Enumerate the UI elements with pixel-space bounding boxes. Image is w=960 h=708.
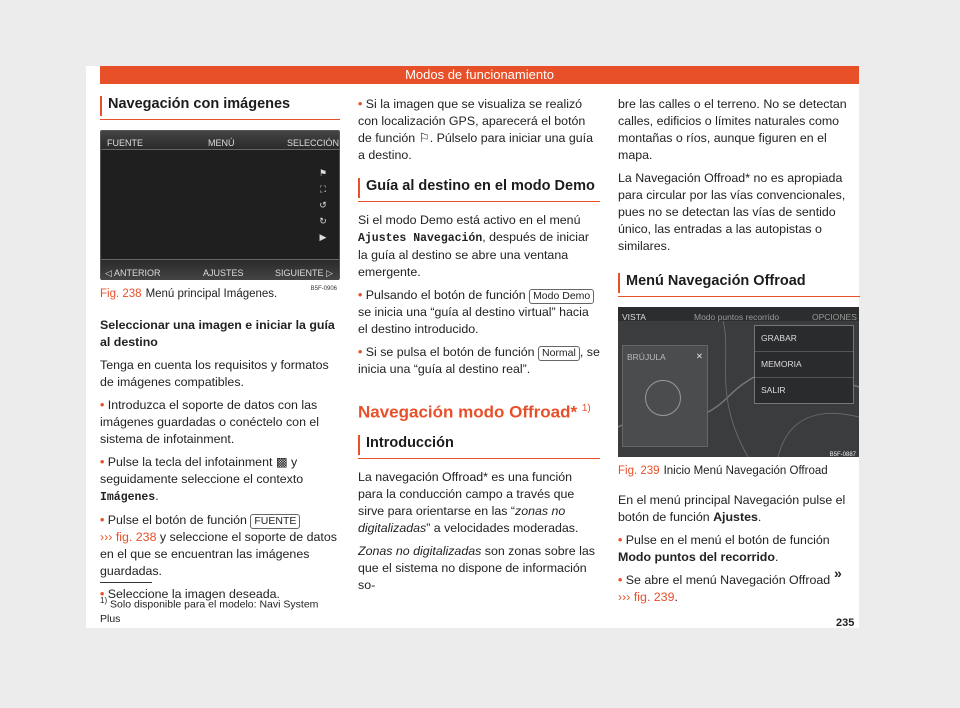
- list-item-text: . Púlselo para iniciar una guía a destino.: [358, 131, 593, 162]
- list-item-text: Pulse en el menú el botón de función: [625, 533, 830, 547]
- screen-topbar: [618, 307, 859, 321]
- rotate-right-icon[interactable]: ↻: [319, 216, 327, 226]
- continue-mark: »: [834, 565, 842, 581]
- list-item-text: , se inicia una “guía al destino real”.: [358, 345, 600, 376]
- chevron-right-icon: ▷: [323, 268, 333, 278]
- list-item: • Pulse la tecla del infotainment ▩ y seguidamente seleccione el contexto Imágenes.: [100, 454, 340, 506]
- screen-bottombar: [101, 259, 339, 280]
- screen-tabbar: [101, 131, 339, 150]
- paragraph-text: son zonas sobre las que el sistema no dispone de información so-: [358, 543, 595, 592]
- paragraph-text: ” a velocidades moderadas.: [426, 520, 579, 535]
- compass-icon: [645, 380, 681, 416]
- section-title-demo: Guía al destino en el modo Demo: [358, 178, 600, 202]
- figure-239-caption: [618, 463, 860, 480]
- play-icon[interactable]: ▶: [319, 232, 327, 242]
- paragraph: [358, 543, 600, 594]
- section-header: Modos de funcionamiento: [100, 66, 859, 84]
- chevron-left-icon: ◁: [105, 268, 114, 278]
- figure-caption-text: Menú principal Imágenes.: [145, 288, 278, 300]
- list-item: [358, 287, 600, 338]
- function-button-label: Modo Demo: [529, 289, 594, 304]
- chapter-title: [358, 400, 600, 421]
- screen-side-icons: [313, 165, 333, 245]
- function-button-label: FUENTE: [250, 514, 300, 529]
- footnote: [100, 594, 340, 626]
- footnote-divider: [100, 582, 152, 583]
- page-number: 235: [836, 617, 855, 629]
- intro-text: Tenga en cuenta los requisitos y formatos de imágenes compatibles.: [100, 358, 329, 389]
- screen-code: B5F-0887: [829, 452, 856, 457]
- tab-options[interactable]: OPCIONES: [812, 312, 857, 322]
- figure-caption-text: Inicio Menú Navegación Offroad: [663, 465, 828, 477]
- paragraph: bre las calles o el terreno. No se detectan calles, edificios o límites naturales como montañas o ríos, aunque figuren en el mapa.: [618, 97, 847, 162]
- offroad-menu-screen: [618, 307, 859, 457]
- compass-label: BRÚJULA: [627, 352, 666, 362]
- tab-waypoint-mode[interactable]: Modo puntos recorrido: [694, 312, 780, 322]
- figure-238-caption: [100, 286, 340, 303]
- paragraph: [358, 469, 600, 537]
- images-menu-screen: [100, 130, 340, 292]
- list-item: [100, 512, 340, 580]
- context-name: Imágenes: [100, 491, 156, 504]
- next-label: SIGUIENTE: [275, 268, 324, 278]
- fullscreen-icon[interactable]: ⛶: [319, 184, 327, 194]
- paragraph-text: En el menú principal Navegación pulse el botón de función: [618, 493, 846, 524]
- paragraph: La Navegación Offroad* no es apropiada para circular por las vías convencionales, pues no se detectan las vías de sentido único, las entradas a las autopistas o similares.: [618, 171, 846, 253]
- tab-selection[interactable]: SELECCIÓN: [287, 138, 340, 148]
- flag-icon[interactable]: ⚑: [318, 168, 328, 178]
- section-title-offroad-menu: Menú Navegación Offroad: [618, 273, 860, 297]
- list-item-text: y seguidamente seleccione el contexto: [100, 455, 304, 486]
- figure-label: Fig. 238: [100, 288, 142, 300]
- chapter-title-text: Navegación modo Offroad*: [358, 402, 578, 422]
- record-menu-item[interactable]: GRABAR: [755, 326, 853, 352]
- footnote-ref[interactable]: 1): [581, 403, 591, 414]
- list-item: [358, 344, 600, 378]
- list-item-text: Si se pulsa el botón de función: [365, 345, 535, 359]
- list-item-text: y seleccione el soporte de datos en el que se encuentran las imágenes guardadas.: [100, 530, 337, 578]
- previous-button[interactable]: [105, 265, 160, 282]
- paragraph-text: La navegación Offroad* es una función para la conducción campo a través que sirve para orientarse en las “: [358, 469, 575, 518]
- column-3: [618, 96, 860, 612]
- tab-source[interactable]: FUENTE: [107, 138, 143, 148]
- list-item: • Se abre el menú Navegación Offroad ››› fig. 239.: [618, 572, 860, 606]
- paragraph: [358, 212, 600, 281]
- emphasis: Zonas no digitalizadas: [358, 543, 482, 558]
- column-1: [100, 96, 340, 609]
- figure-label: Fig. 239: [618, 465, 660, 477]
- menu-path: Ajustes Navegación: [358, 232, 483, 245]
- next-button[interactable]: [275, 265, 333, 282]
- exit-menu-item[interactable]: SALIR: [761, 385, 786, 395]
- function-button-label: Normal: [538, 346, 580, 361]
- list-item-text: Seleccione la imagen deseada.: [107, 587, 280, 601]
- figure-link[interactable]: ››› fig. 239: [618, 590, 675, 604]
- image-key-icon: ▩: [275, 455, 288, 469]
- close-icon[interactable]: ✕: [695, 351, 703, 361]
- figure-link[interactable]: ››› fig. 238: [100, 530, 157, 544]
- list-item-text: se inicia una “guía al destino virtual” hacia el destino introducido.: [358, 305, 589, 336]
- compass-panel: [622, 345, 708, 447]
- tab-view[interactable]: VISTA: [622, 312, 646, 322]
- emphasis: zonas no digitalizadas: [358, 503, 566, 535]
- list-item: [100, 397, 340, 448]
- options-dropdown: [754, 325, 854, 404]
- list-item-text: Pulse la tecla del infotainment: [107, 455, 273, 469]
- list-item-text: Pulse el botón de función: [107, 513, 247, 527]
- tab-menu[interactable]: MENÚ: [208, 138, 235, 148]
- footnote-text: Solo disponible para el modelo: Navi System Plus: [100, 598, 319, 625]
- list-item-text: Se abre el menú Navegación Offroad: [625, 573, 831, 587]
- paragraph-text: Si el modo Demo está activo en el menú: [358, 213, 581, 227]
- memory-menu-item[interactable]: MEMORIA: [755, 352, 853, 378]
- paragraph-text: , después de iniciar la guía al destino se abre una ventana emergente.: [358, 230, 589, 279]
- function-name: Ajustes: [713, 510, 758, 524]
- function-name: Modo puntos del recorrido: [618, 550, 775, 564]
- footnote-mark: 1): [100, 596, 108, 605]
- subheading: Seleccionar una imagen e iniciar la guía al destino: [100, 318, 335, 349]
- paragraph: En el menú principal Navegación pulse el botón de función Ajustes.: [618, 493, 846, 524]
- checkered-flag-icon: ⚐: [418, 131, 430, 145]
- screen-code: B5F-0906: [310, 286, 337, 292]
- list-item-text: Si la imagen que se visualiza se realizó con localización GPS, aparecerá el botón de función: [358, 97, 586, 145]
- list-item: [358, 96, 600, 164]
- section-title-images: Navegación con imágenes: [100, 96, 340, 120]
- list-item-text: Pulsando el botón de función: [365, 288, 526, 302]
- column-2: [358, 96, 600, 600]
- list-item: • Pulse en el menú el botón de función Modo puntos del recorrido.: [618, 532, 860, 566]
- list-item-text: Introduzca el soporte de datos con las imágenes guardadas o conéctelo con el sistema de infotainment.: [100, 398, 320, 446]
- settings-button[interactable]: AJUSTES: [203, 268, 244, 278]
- rotate-left-icon[interactable]: ↺: [319, 200, 327, 210]
- section-title-intro: Introducción: [358, 435, 600, 459]
- previous-label: ANTERIOR: [113, 268, 161, 278]
